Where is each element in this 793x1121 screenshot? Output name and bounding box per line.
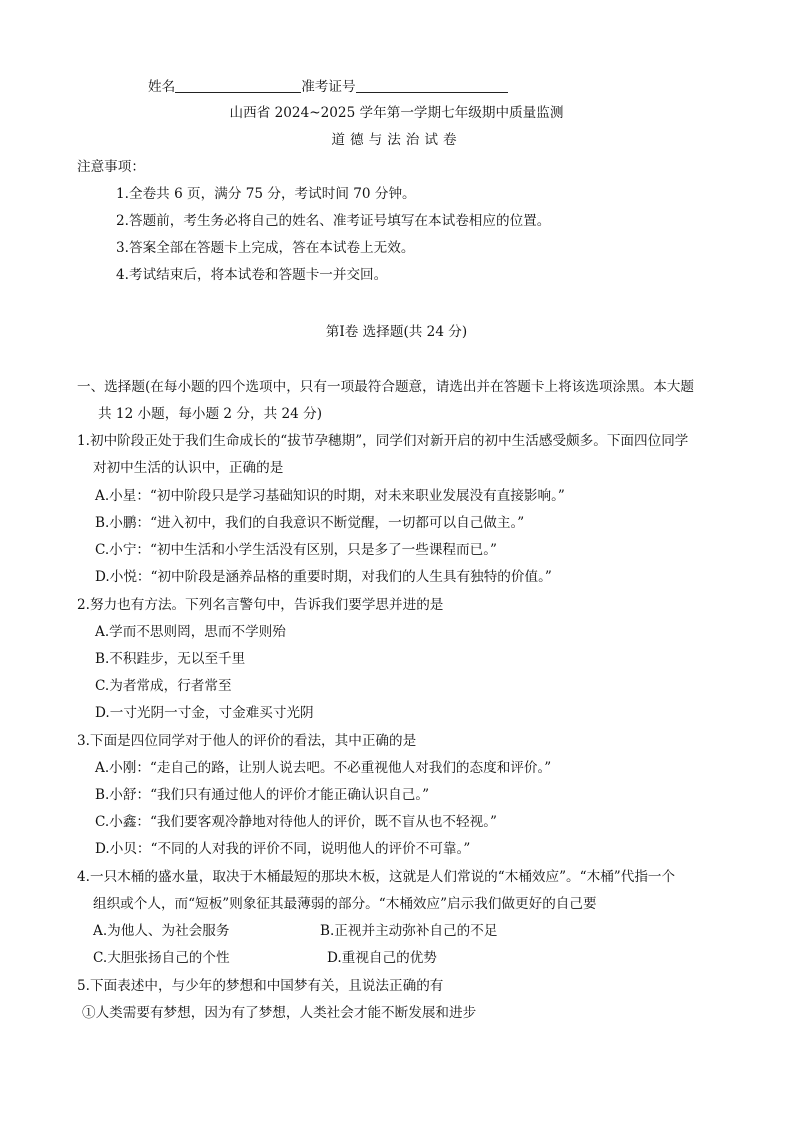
question-stem: 1.初中阶段正处于我们生命成长的“拔节孕穗期”，同学们对新开启的初中生活感受颇多。下面四位同学 bbox=[77, 433, 689, 449]
notice-item: 1.全卷共 6 页，满分 75 分，考试时间 70 分钟。 bbox=[116, 186, 416, 202]
question-stem: 组织或个人，而“短板”则象征其最薄弱的部分。“木桶效应”启示我们做更好的自己要 bbox=[93, 896, 597, 912]
question-option: A.为他人、为社会服务 bbox=[93, 923, 230, 939]
name-label: 姓名 bbox=[148, 79, 176, 95]
notice-heading: 注意事项： bbox=[77, 159, 145, 175]
question-option: C.为者常成，行者常至 bbox=[95, 678, 232, 694]
question-option: D.重视自己的优势 bbox=[327, 950, 437, 966]
question-option: B.正视并主动弥补自己的不足 bbox=[320, 923, 498, 939]
exam-number-label: 准考证号 bbox=[301, 79, 356, 95]
name-blank bbox=[175, 78, 301, 93]
question-option: C.小鑫：“我们要客观冷静地对待他人的评价，既不盲从也不轻视。” bbox=[95, 814, 497, 830]
section-title: 第Ⅰ卷 选择题(共 24 分) bbox=[325, 324, 468, 340]
question-statement: ①人类需要有梦想，因为有了梦想，人类社会才能不断发展和进步 bbox=[82, 1005, 477, 1021]
question-option: B.不积跬步，无以至千里 bbox=[95, 651, 246, 667]
question-option: A.小刚：“走自己的路，让别人说去吧。不必重视他人对我们的态度和评价。” bbox=[95, 760, 552, 776]
notice-item: 3.答案全部在答题卡上完成，答在本试卷上无效。 bbox=[116, 240, 415, 256]
question-stem: 对初中生活的认识中，正确的是 bbox=[93, 460, 284, 476]
subject-title: 道德与法治试卷 bbox=[331, 132, 462, 148]
question-option: D.小贝：“不同的人对我的评价不同，说明他人的评价不可靠。” bbox=[95, 841, 471, 857]
notice-item: 4.考试结束后，将本试卷和答题卡一并交回。 bbox=[116, 267, 388, 283]
section-instruction: 共 12 小题，每小题 2 分，共 24 分) bbox=[98, 406, 323, 422]
exam-number-blank bbox=[356, 78, 508, 93]
notice-item: 2.答题前，考生务必将自己的姓名、准考证号填写在本试卷相应的位置。 bbox=[116, 213, 551, 229]
question-option: C.大胆张扬自己的个性 bbox=[93, 950, 230, 966]
question-stem: 2.努力也有方法。下列名言警句中，告诉我们要学思并进的是 bbox=[77, 597, 444, 613]
question-option: A.学而不思则罔，思而不学则殆 bbox=[95, 624, 286, 640]
question-option: C.小宁：“初中生活和小学生活没有区别，只是多了一些课程而已。” bbox=[95, 542, 497, 558]
question-option: D.一寸光阴一寸金，寸金难买寸光阴 bbox=[95, 705, 314, 721]
question-option: A.小星：“初中阶段只是学习基础知识的时期，对未来职业发展没有直接影响。” bbox=[95, 488, 565, 504]
question-option: D.小悦：“初中阶段是涵养品格的重要时期，对我们的人生具有独特的价值。” bbox=[95, 569, 552, 585]
question-stem: 3.下面是四位同学对于他人的评价的看法，其中正确的是 bbox=[77, 733, 417, 749]
candidate-info-line bbox=[148, 78, 508, 95]
question-stem: 4.一只木桶的盛水量，取决于木桶最短的那块木板，这就是人们常说的“木桶效应”。“木桶”代指一个 bbox=[77, 869, 676, 885]
question-stem: 5.下面表述中，与少年的梦想和中国梦有关，且说法正确的有 bbox=[77, 978, 444, 994]
section-instruction: 一、选择题(在每小题的四个选项中，只有一项最符合题意，请选出并在答题卡上将该选项涂黑。本大题 bbox=[77, 379, 695, 395]
question-option: B.小鹏：“进入初中，我们的自我意识不断觉醒，一切都可以自己做主。” bbox=[95, 515, 525, 531]
exam-title: 山西省 2024~2025 学年第一学期七年级期中质量监测 bbox=[229, 105, 564, 121]
question-option: B.小舒：“我们只有通过他人的评价才能正确认识自己。” bbox=[95, 787, 430, 803]
